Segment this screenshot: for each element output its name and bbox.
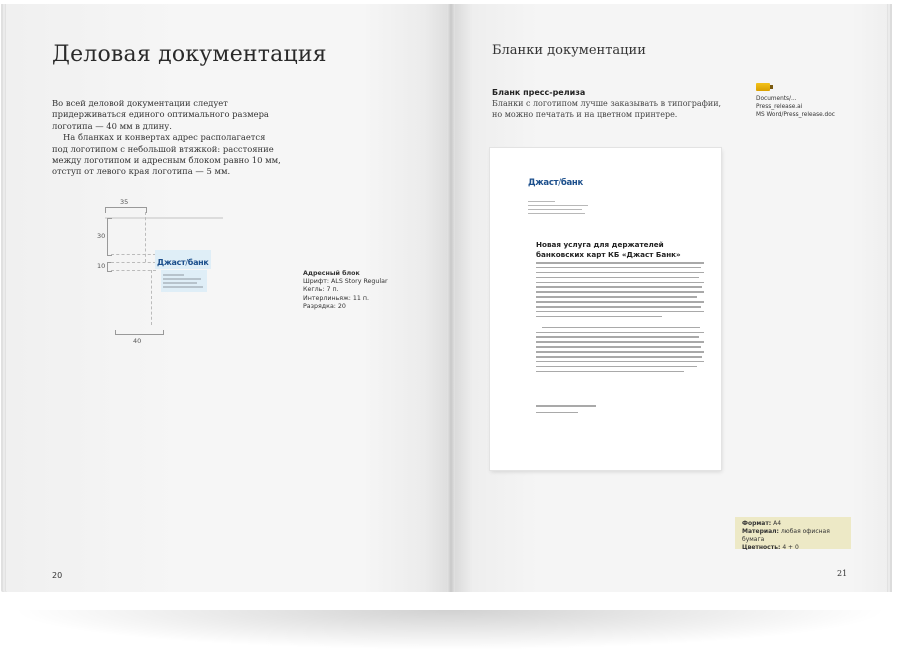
intro-paragraph-2: На бланках и конвертах адрес располагается под логотипом с небольшой втяжкой: расстояние между логотипом и адресным блоком равно 10 мм, отступ от левого края логотипа — 5 мм. <box>52 132 281 177</box>
guide-line <box>151 270 152 325</box>
logo-slash: / <box>185 258 188 267</box>
page-edge-line <box>105 217 223 219</box>
spec-color-label: Цветность: <box>742 544 781 551</box>
left-intro-text <box>52 98 282 178</box>
section-desc-line: но можно печатать и на цветном принтере. <box>492 110 678 119</box>
headline-line: Новая услуга для держателей <box>536 240 664 249</box>
address-block-spec <box>303 270 388 311</box>
guide-line <box>145 212 146 262</box>
spec-color-value: 4 + 0 <box>782 544 799 551</box>
spec-font: Шрифт: ALS Story Regular <box>303 278 388 286</box>
print-spec-box <box>735 517 851 549</box>
file-path: Press_release.ai <box>756 104 803 110</box>
logo-part1: Джаст <box>528 178 559 188</box>
page-number-left: 20 <box>52 571 63 580</box>
logo-slash: / <box>558 178 561 188</box>
spec-tracking: Разрядка: 20 <box>303 302 346 310</box>
dim-label-left-lower: 10 <box>97 262 106 270</box>
book-gutter <box>447 4 455 592</box>
logo-placement-diagram <box>95 195 235 345</box>
folder-icon <box>756 83 770 91</box>
logo <box>155 250 211 269</box>
page-number-right: 21 <box>837 569 848 578</box>
spec-material-value: любая офисная бумага <box>742 528 830 543</box>
section-desc-line: Бланки с логотипом лучше заказывать в типографии, <box>492 99 722 108</box>
logo-part1: Джаст <box>157 258 186 267</box>
section-heading: Бланк пресс-релиза <box>492 88 586 97</box>
file-path: MS Word/Press_release.doc <box>756 112 835 118</box>
headline-line: банковских карт КБ «Джаст Банк» <box>536 249 681 259</box>
address-block-sample <box>161 270 207 292</box>
letter-headline <box>536 240 706 259</box>
left-page-title: Деловая документация <box>52 42 327 67</box>
guide-line <box>111 270 156 271</box>
address-block-heading: Адресный блок <box>303 270 360 277</box>
spec-format-value: A4 <box>773 520 782 527</box>
guide-line <box>111 254 156 255</box>
spec-format-label: Формат: <box>742 520 772 527</box>
spec-leading: Интерлиньяж: 11 п. <box>303 294 370 302</box>
file-references <box>756 83 835 119</box>
book-shadow <box>10 610 890 650</box>
dim-bracket-top <box>105 207 147 213</box>
press-release-letterhead-preview <box>490 148 721 470</box>
spec-size: Кегль: 7 п. <box>303 286 339 294</box>
dim-label-top: 35 <box>120 198 129 206</box>
letter-address <box>528 198 588 217</box>
letter-logo <box>528 178 583 188</box>
intro-paragraph-1: Во всей деловой документации следует придерживаться единого оптимального размера логотипа — 40 мм в длину. <box>52 98 269 131</box>
spec-color <box>742 544 851 552</box>
dim-label-left-upper: 30 <box>97 232 106 240</box>
right-page-title: Бланки документации <box>492 43 646 58</box>
spec-material-label: Материал: <box>742 528 779 535</box>
dim-label-bottom: 40 <box>133 337 142 345</box>
guide-line <box>111 262 156 263</box>
logo-part2: банк <box>187 258 209 267</box>
dim-bracket-bottom <box>115 330 164 335</box>
letter-signature <box>536 405 596 418</box>
dim-bracket-left-upper <box>107 218 112 256</box>
file-path: Documents/... <box>756 96 797 102</box>
spec-material <box>742 528 851 544</box>
spec-format <box>742 520 851 528</box>
section-description <box>492 98 721 120</box>
logo-part2: банк <box>560 178 583 188</box>
letter-body-text <box>536 262 704 376</box>
